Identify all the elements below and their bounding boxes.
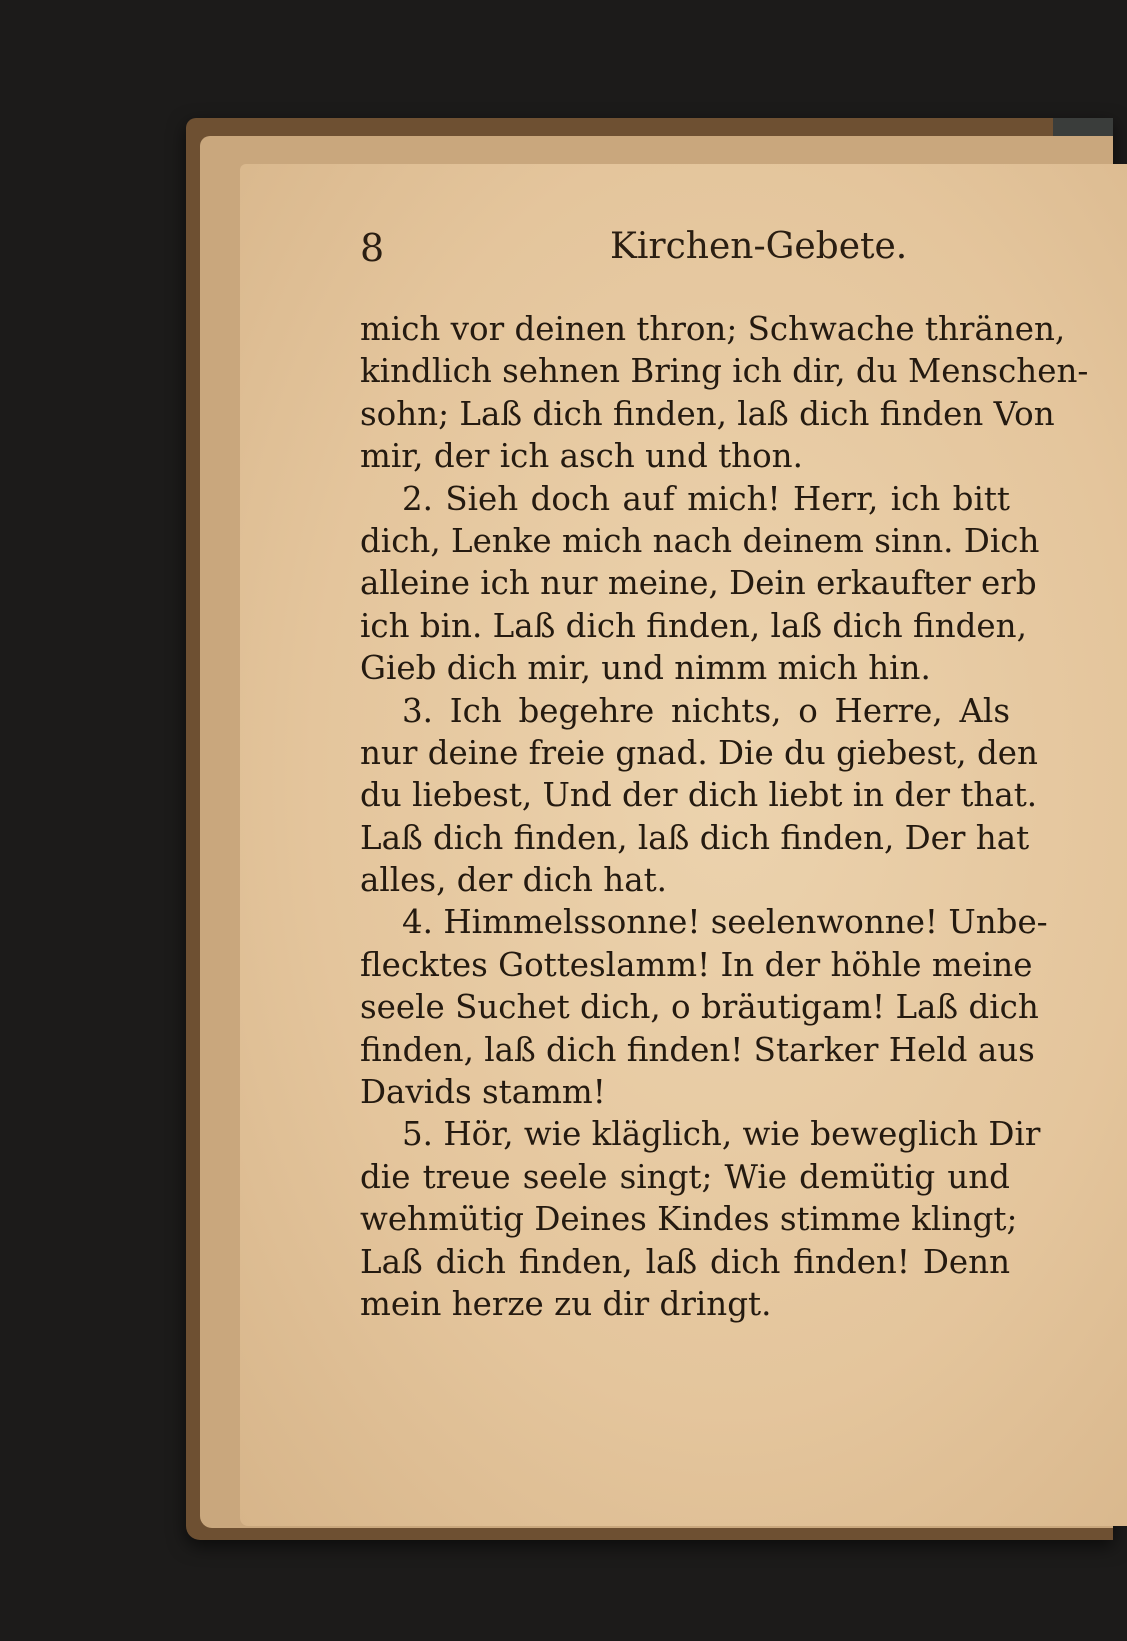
page-title: Kirchen-Gebete. (610, 226, 908, 267)
text-line: seele Suchet dich, o bräutigam! Laß dich (360, 988, 1039, 1027)
text-line: flecktes Gotteslamm! In der höhle meine (360, 945, 1033, 984)
text-line: alles, der dich hat. (360, 861, 668, 900)
text-line: mein herze zu dir dringt. (360, 1284, 772, 1323)
text-line: Laß dich finden, laß dich finden, Der hat (360, 818, 1030, 857)
text-line: nur deine freie gnad. Die du giebest, den (360, 733, 1038, 772)
text-line: sohn; Laß dich finden, laß dich finden Von (360, 394, 1055, 433)
verse-line: 2. Sieh doch auf mich! Herr, ich bitt (402, 479, 1010, 518)
text-line: finden, laß dich finden! Starker Held aus (360, 1030, 1035, 1069)
verse-line: 5. Hör, wie kläglich, wie beweglich Dir (402, 1115, 1041, 1154)
text-line: Laß dich finden, laß dich finden! Denn (360, 1242, 1010, 1281)
text-line: du liebest, Und der dich liebt in der that. (360, 776, 1038, 815)
text-line: Davids stamm! (360, 1073, 606, 1112)
text-line: kindlich sehnen Bring ich dir, du Menschen- (360, 352, 1089, 391)
text-line: mich vor deinen thron; Schwache thränen, (360, 310, 1066, 348)
text-line: wehmütig Deines Kindes stimme klingt; (360, 1200, 1018, 1239)
text-line: mir, der ich asch und thon. (360, 437, 803, 476)
text-line: ich bin. Laß dich finden, laß dich finden, (360, 606, 1027, 645)
text-line: dich, Lenke mich nach deinem sinn. Dich (360, 521, 1040, 560)
body-text (360, 308, 1089, 1325)
text-line: alleine ich nur meine, Dein erkaufter erb (360, 564, 1037, 603)
verse-line: 3. Ich begehre nichts, o Herre, Als (402, 691, 1010, 730)
text-line: Gieb dich mir, und nimm mich hin. (360, 649, 931, 688)
text-line: die treue seele singt; Wie demütig und (360, 1157, 1010, 1196)
page-number: 8 (360, 226, 385, 270)
running-head (0, 226, 1113, 286)
verse-line: 4. Himmelssonne! seelenwonne! Unbe- (402, 903, 1048, 942)
